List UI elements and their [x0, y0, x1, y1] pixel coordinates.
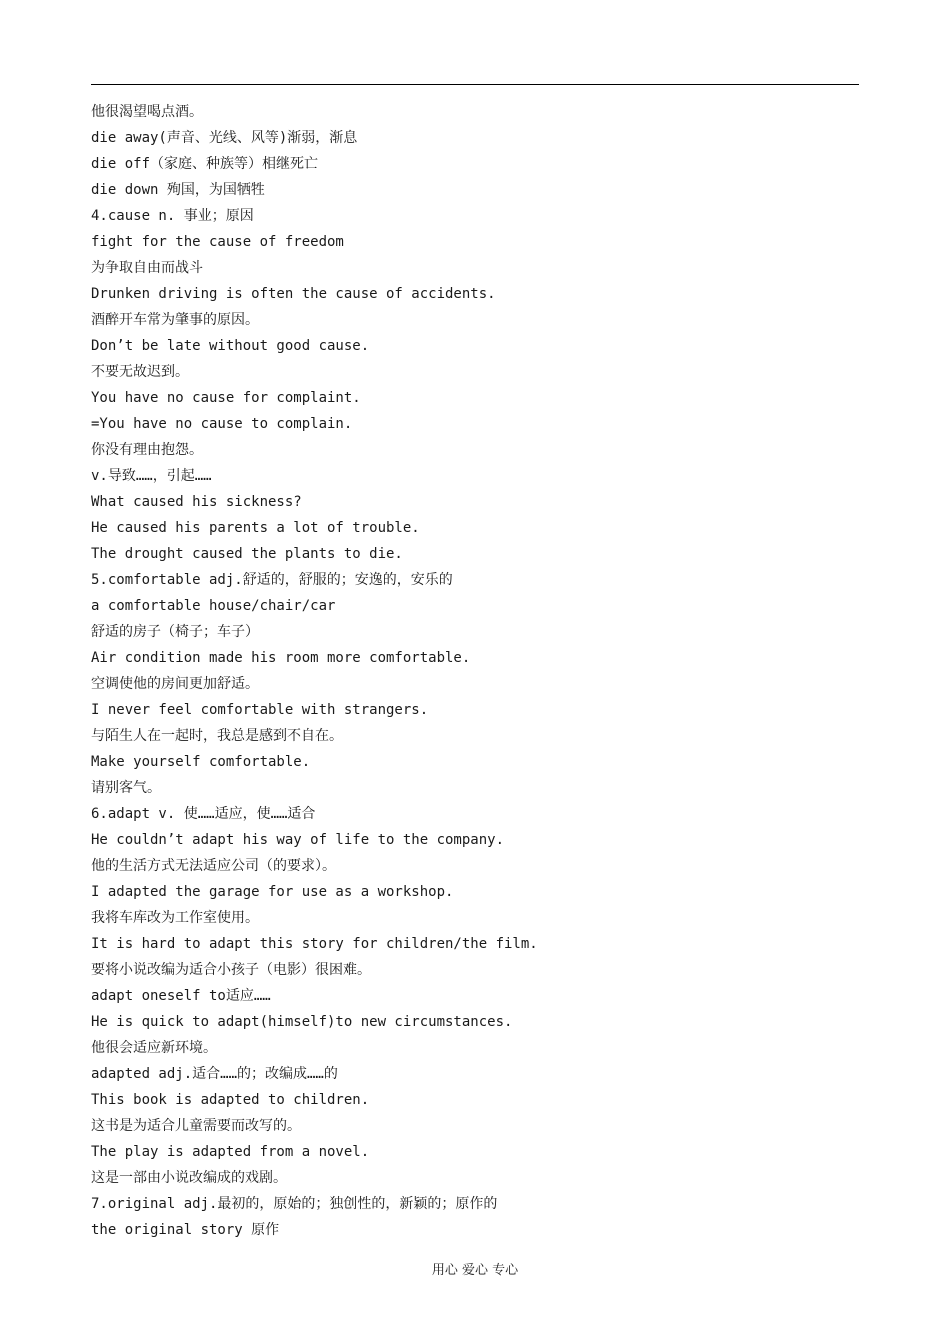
text-line: 要将小说改编为适合小孩子（电影）很困难。 — [91, 962, 371, 978]
page-footer: 用心 爱心 专心 — [431, 1263, 519, 1278]
text-line: 你没有理由抱怨。 — [91, 442, 203, 458]
text-line: fight for the cause of freedom — [91, 234, 344, 250]
text-line: die down 殉国，为国牺牲 — [91, 182, 265, 198]
text-line: 不要无故迟到。 — [91, 364, 189, 380]
text-line: Air condition made his room more comfortable. — [91, 650, 471, 666]
text-line: 请别客气。 — [91, 780, 161, 796]
text-line: 与陌生人在一起时，我总是感到不自在。 — [91, 728, 343, 744]
text-line: =You have no cause to complain. — [91, 416, 353, 432]
text-line: The play is adapted from a novel. — [91, 1144, 370, 1160]
text-line: Make yourself comfortable. — [91, 754, 311, 770]
text-line: This book is adapted to children. — [91, 1092, 370, 1108]
text-line: 5.comfortable adj.舒适的，舒服的；安逸的，安乐的 — [91, 572, 453, 588]
text-line: I never feel comfortable with strangers. — [91, 702, 429, 718]
text-line: He couldn’t adapt his way of life to the company. — [91, 832, 505, 848]
document-body — [91, 99, 859, 1243]
text-line: die off（家庭、种族等）相继死亡 — [91, 156, 319, 172]
text-line: Drunken driving is often the cause of accidents. — [91, 286, 496, 302]
text-line: 我将车库改为工作室使用。 — [91, 910, 259, 926]
text-line: What caused his sickness? — [91, 494, 302, 510]
text-line: 6.adapt v. 使……适应，使……适合 — [91, 806, 316, 822]
text-line: He is quick to adapt(himself)to new circumstances. — [91, 1014, 513, 1030]
text-line: 他的生活方式无法适应公司（的要求）。 — [91, 858, 336, 874]
text-line: adapted adj.适合……的；改编成……的 — [91, 1066, 338, 1082]
text-line: It is hard to adapt this story for children/the film. — [91, 936, 538, 952]
text-line: 为争取自由而战斗 — [91, 260, 203, 276]
text-line: 这书是为适合儿童需要而改写的。 — [91, 1118, 301, 1134]
header-rule — [91, 84, 859, 85]
text-line: a comfortable house/chair/car — [91, 598, 336, 614]
text-line: die away(声音、光线、风等)渐弱，渐息 — [91, 130, 358, 146]
text-line: Don’t be late without good cause. — [91, 338, 370, 354]
text-line: I adapted the garage for use as a workshop. — [91, 884, 454, 900]
text-line: v.导致……，引起…… — [91, 468, 212, 484]
text-line: 这是一部由小说改编成的戏剧。 — [91, 1170, 287, 1186]
text-line: 舒适的房子（椅子；车子） — [91, 624, 259, 640]
text-line: 酒醉开车常为肇事的原因。 — [91, 312, 259, 328]
text-line: 4.cause n. 事业；原因 — [91, 208, 254, 224]
text-line: 他很会适应新环境。 — [91, 1040, 217, 1056]
text-line: He caused his parents a lot of trouble. — [91, 520, 420, 536]
text-line: 7.original adj.最初的，原始的；独创性的，新颖的；原作的 — [91, 1196, 498, 1212]
text-line: adapt oneself to适应…… — [91, 988, 271, 1004]
text-line: 他很渴望喝点酒。 — [91, 104, 203, 120]
text-line: You have no cause for complaint. — [91, 390, 361, 406]
text-line: 空调使他的房间更加舒适。 — [91, 676, 259, 692]
text-line: the original story 原作 — [91, 1222, 280, 1238]
text-line: The drought caused the plants to die. — [91, 546, 403, 562]
